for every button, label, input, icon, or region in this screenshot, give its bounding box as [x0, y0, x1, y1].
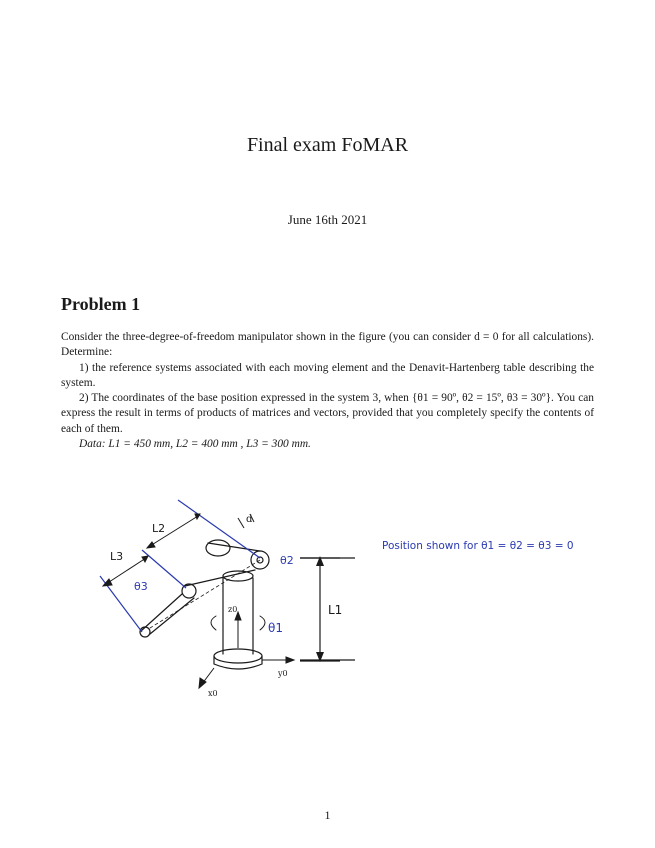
exam-date: June 16th 2021 — [287, 212, 368, 227]
page-number: 1 — [324, 808, 331, 822]
label-x0: x0 — [208, 689, 218, 698]
label-y0: y0 — [278, 669, 288, 678]
problem-statement — [61, 330, 594, 452]
problem-item-2: 2) The coordinates of the base position expressed in the system 3, when {θ1 = 90º, θ2 = 15º, θ3 = 30º}. You can express the result in terms of products of matrices and vectors, provided that you completely specify the contents of each of them. — [61, 392, 594, 435]
upper-link-cap — [206, 540, 230, 556]
link-axis — [150, 560, 260, 628]
l1-dimension — [300, 550, 380, 670]
problem-data-line: Data: L1 = 450 mm, L2 = 400 mm , L3 = 300 mm. — [79, 438, 311, 451]
label-theta3: θ3 — [134, 580, 148, 593]
base-disc — [214, 649, 262, 663]
problem-item-1: 1) the reference systems associated with each moving element and the Denavit-Hartenberg table describing the system. — [61, 361, 594, 389]
label-L1: L1 — [328, 603, 343, 617]
label-theta1: θ1 — [268, 621, 283, 635]
label-z0: z0 — [228, 605, 238, 614]
label-L3: L3 — [110, 550, 124, 563]
problem-heading: Problem 1 — [61, 294, 141, 314]
problem-intro: Consider the three-degree-of-freedom manipulator shown in the figure (you can consider d = 0 for all calculations). Determine: — [61, 331, 594, 359]
position-note: Position shown for θ1 = θ2 = θ3 = 0 — [382, 540, 574, 552]
label-L2: L2 — [152, 522, 166, 535]
label-theta2: θ2 — [280, 554, 294, 567]
label-d: d — [246, 514, 253, 525]
forearm — [141, 594, 194, 634]
exam-title: Final exam FoMAR — [246, 134, 409, 156]
